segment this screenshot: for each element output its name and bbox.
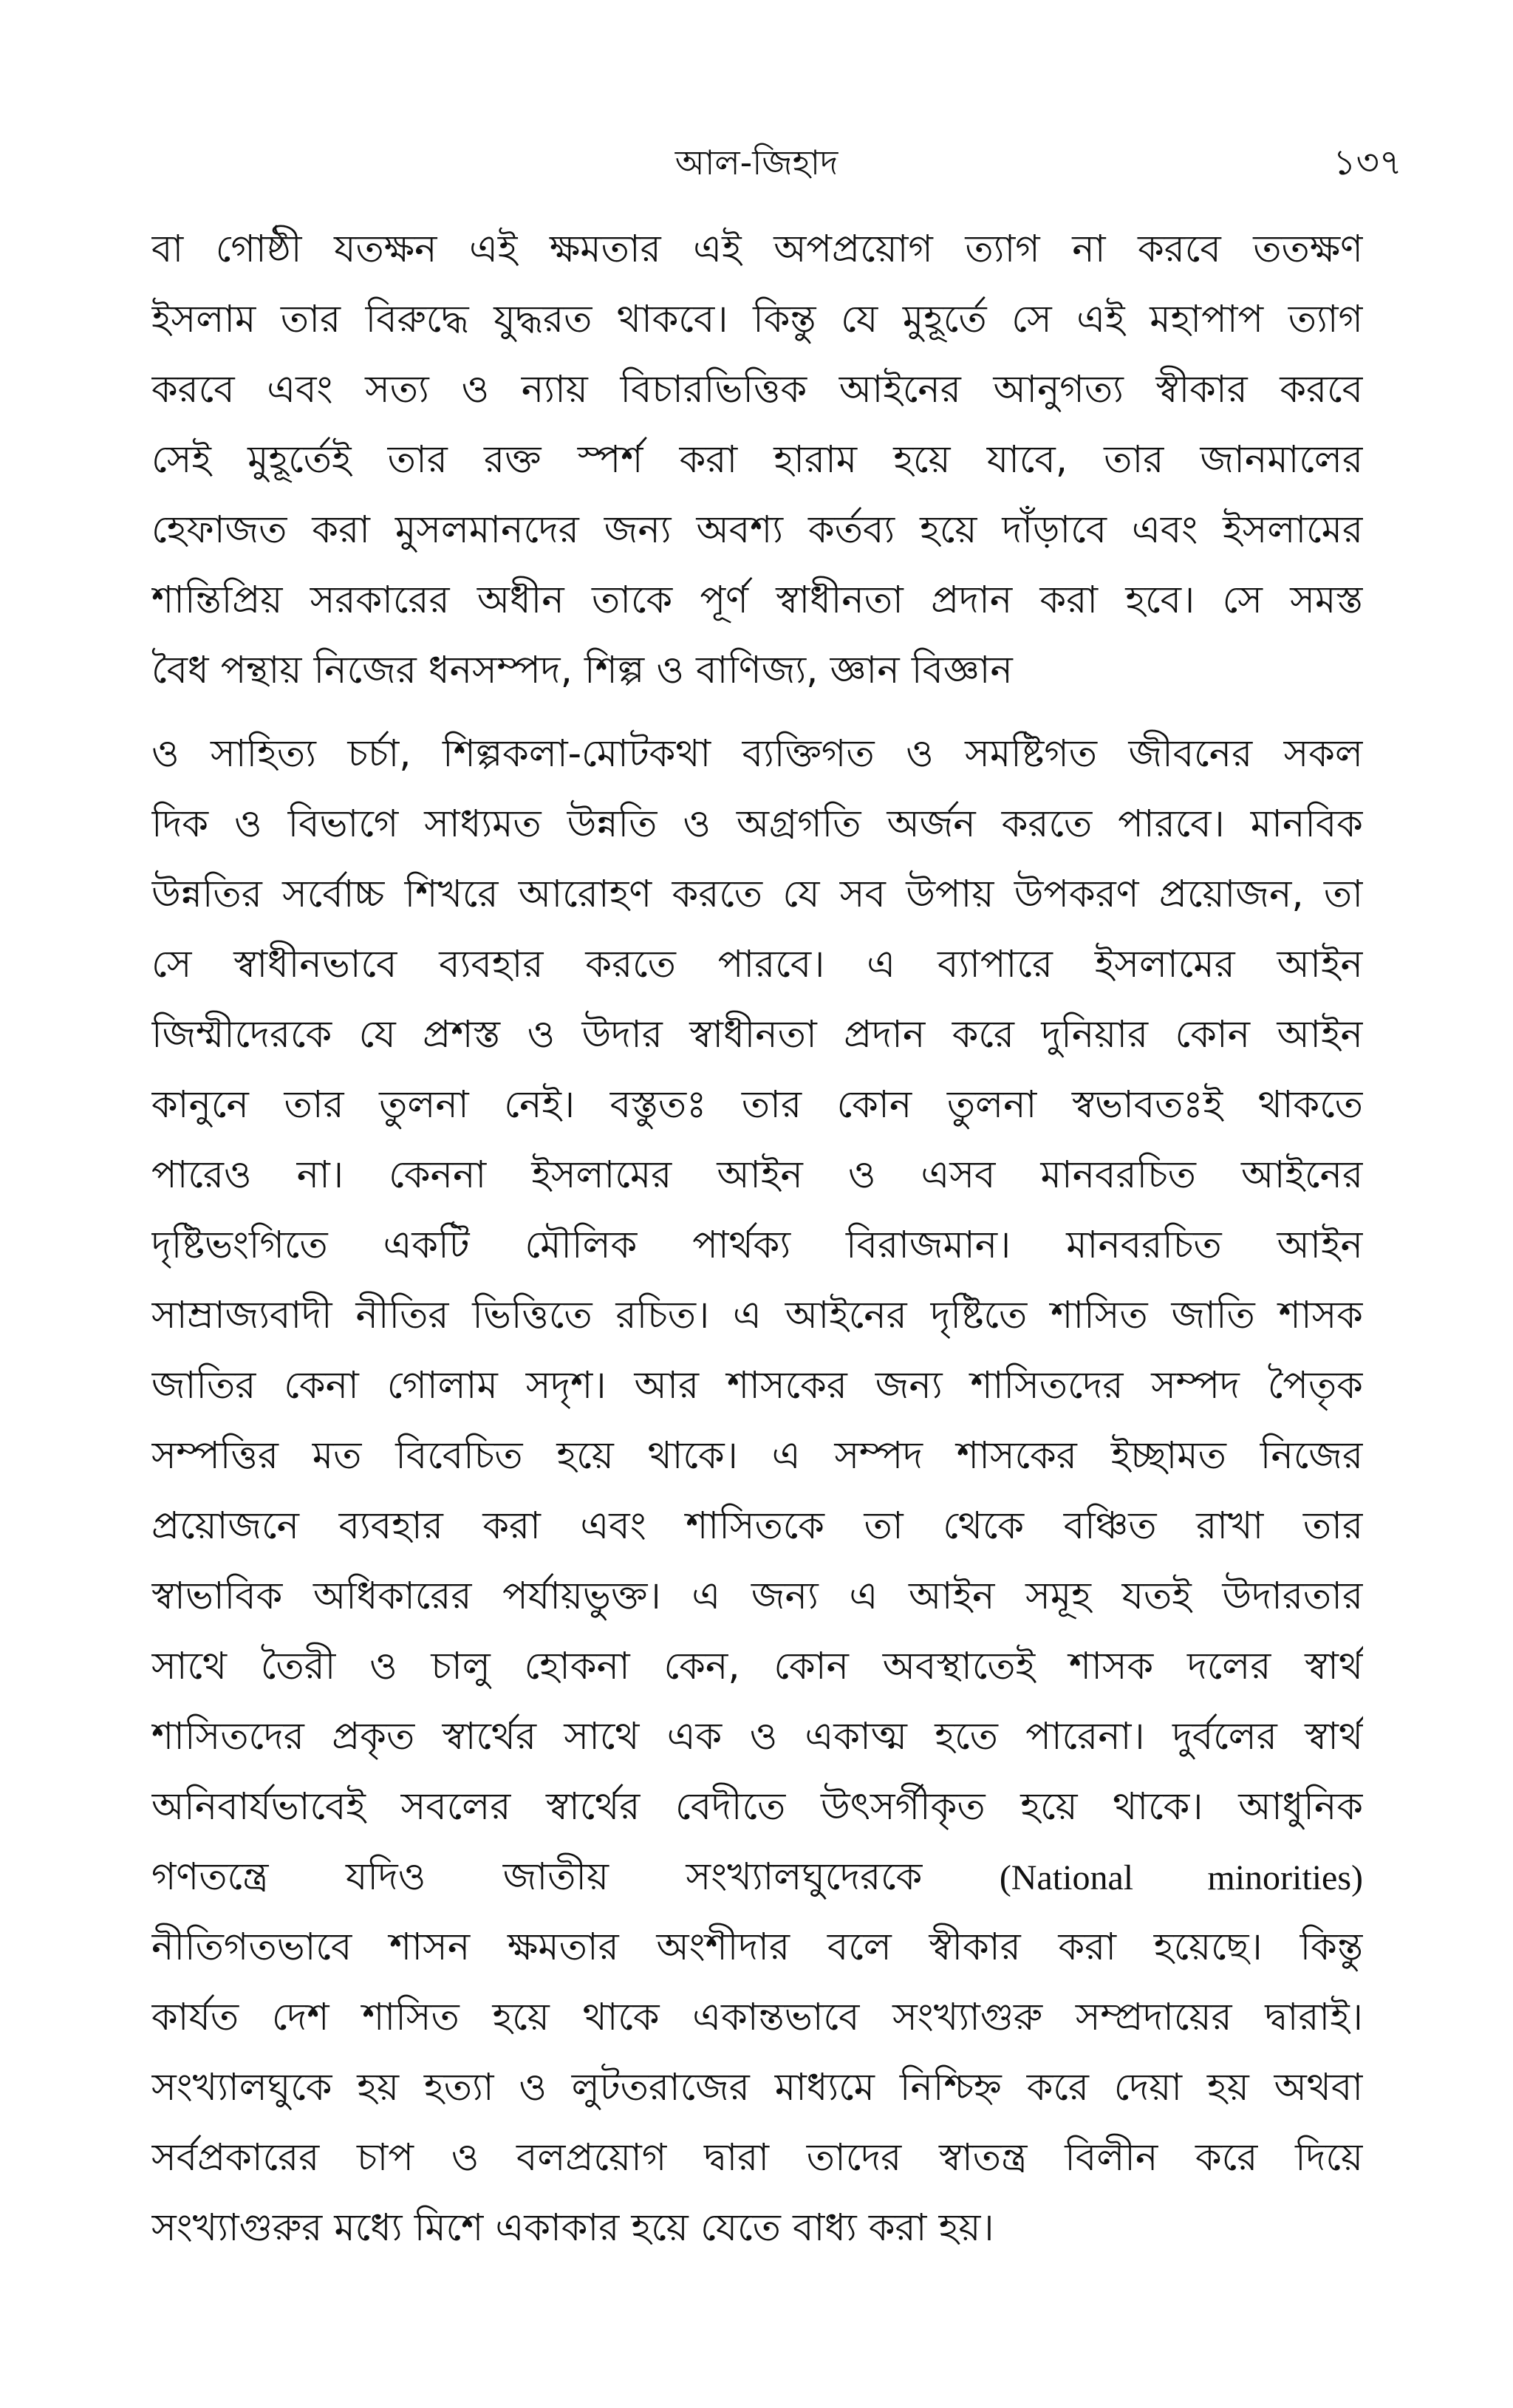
text-line: শান্তিপ্রিয় সরকারের অধীন তাকে পূর্ণ স্বাধীনতা প্রদান করা হবে। সে সমস্ত: [151, 579, 1363, 622]
text-line: বৈধ পন্থায় নিজের ধনসম্পদ, শিল্প ও বাণিজ্য, জ্ঞান বিজ্ঞান: [151, 649, 1013, 692]
text-segment-bengali: গণতন্ত্রে যদিও জাতীয় সংখ্যালঘুদেরকে: [151, 1855, 923, 1899]
body-text: [151, 214, 1363, 2263]
text-line: হেফাজত করা মুসলমানদের জন্য অবশ্য কর্তব্য হয়ে দাঁড়াবে এবং ইসলামের: [151, 508, 1363, 552]
text-line: ইসলাম তার বিরুদ্ধে যুদ্ধরত থাকবে। কিন্তু যে মুহূর্তে সে এই মহাপাপ ত্যাগ: [151, 298, 1363, 341]
text-line: কানুনে তার তুলনা নেই। বস্তুতঃ তার কোন তুলনা স্বভাবতঃই থাকতে: [151, 1083, 1363, 1127]
text-line: জিম্মীদেরকে যে প্রশস্ত ও উদার স্বাধীনতা প্রদান করে দুনিয়ার কোন আইন: [151, 1013, 1363, 1057]
text-line: সে স্বাধীনভাবে ব্যবহার করতে পারবে। এ ব্যাপারে ইসলামের আইন: [151, 943, 1363, 986]
text-line: সাম্রাজ্যবাদী নীতির ভিত্তিতে রচিত। এ আইনের দৃষ্টিতে শাসিত জাতি শাসক: [151, 1294, 1363, 1337]
text-line: সেই মুহূর্তেই তার রক্ত স্পর্শ করা হারাম হয়ে যাবে, তার জানমালের: [151, 438, 1363, 482]
text-line: সর্বপ্রকারের চাপ ও বলপ্রয়োগ দ্বারা তাদের স্বাতন্ত্র বিলীন করে দিয়ে: [151, 2136, 1363, 2180]
text-line: সম্পত্তির মত বিবেচিত হয়ে থাকে। এ সম্পদ শাসকের ইচ্ছামত নিজের: [151, 1434, 1363, 1478]
text-line: পারেও না। কেননা ইসলামের আইন ও এসব মানবরচিত আইনের: [151, 1153, 1363, 1197]
text-line: দিক ও বিভাগে সাধ্যমত উন্নতি ও অগ্রগতি অর্জন করতে পারবে। মানবিক: [151, 802, 1363, 846]
text-line: সংখ্যাগুরুর মধ্যে মিশে একাকার হয়ে যেতে বাধ্য করা হয়।: [151, 2206, 994, 2250]
text-line: সংখ্যালঘুকে হয় হত্যা ও লুটতরাজের মাধ্যমে নিশ্চিহ্ন করে দেয়া হয় অথবা: [151, 2066, 1363, 2109]
text-line: উন্নতির সর্বোচ্চ শিখরে আরোহণ করতে যে সব উপায় উপকরণ প্রয়োজন, তা: [151, 873, 1363, 916]
text-line-national-minorities: [151, 1842, 1363, 1912]
text-line: কার্যত দেশ শাসিত হয়ে থাকে একান্তভাবে সংখ্যাগুরু সম্প্রদায়ের দ্বারাই।: [151, 1996, 1363, 2039]
running-header: [0, 133, 1513, 192]
text-line: অনিবার্যভাবেই সবলের স্বার্থের বেদীতে উৎসর্গীকৃত হয়ে থাকে। আধুনিক: [151, 1785, 1363, 1829]
text-line: জাতির কেনা গোলাম সদৃশ। আর শাসকের জন্য শাসিতদের সম্পদ পৈতৃক: [151, 1364, 1363, 1408]
text-line: শাসিতদের প্রকৃত স্বার্থের সাথে এক ও একাত্ম হতে পারেনা। দুর্বলের স্বার্থ: [151, 1715, 1363, 1759]
text-line: প্রয়োজনে ব্যবহার করা এবং শাসিতকে তা থেকে বঞ্চিত রাখা তার: [151, 1504, 1363, 1548]
text-line: দৃষ্টিভংগিতে একটি মৌলিক পার্থক্য বিরাজমান। মানবরচিত আইন: [151, 1224, 1363, 1267]
running-title: আল-জিহাদ: [674, 143, 839, 183]
text-line: বা গোষ্ঠী যতক্ষন এই ক্ষমতার এই অপপ্রয়োগ ত্যাগ না করবে ততক্ষণ: [151, 228, 1363, 271]
text-line: স্বাভাবিক অধিকারের পর্যায়ভুক্ত। এ জন্য এ আইন সমূহ যতই উদারতার: [151, 1575, 1363, 1618]
text-line: সাথে তৈরী ও চালু হোকনা কেন, কোন অবস্থাতেই শাসক দলের স্বার্থ: [151, 1645, 1363, 1688]
text-line: নীতিগতভাবে শাসন ক্ষমতার অংশীদার বলে স্বীকার করা হয়েছে। কিন্তু: [151, 1926, 1363, 1969]
page-number: ১৩৭: [1333, 142, 1402, 183]
text-line: ও সাহিত্য চর্চা, শিল্পকলা-মোটকথা ব্যক্তিগত ও সমষ্টিগত জীবনের সকল: [151, 732, 1363, 776]
text-line: করবে এবং সত্য ও ন্যায় বিচারভিত্তিক আইনের আনুগত্য স্বীকার করবে: [151, 368, 1363, 412]
text-segment-latin: (National minorities): [999, 1858, 1363, 1897]
